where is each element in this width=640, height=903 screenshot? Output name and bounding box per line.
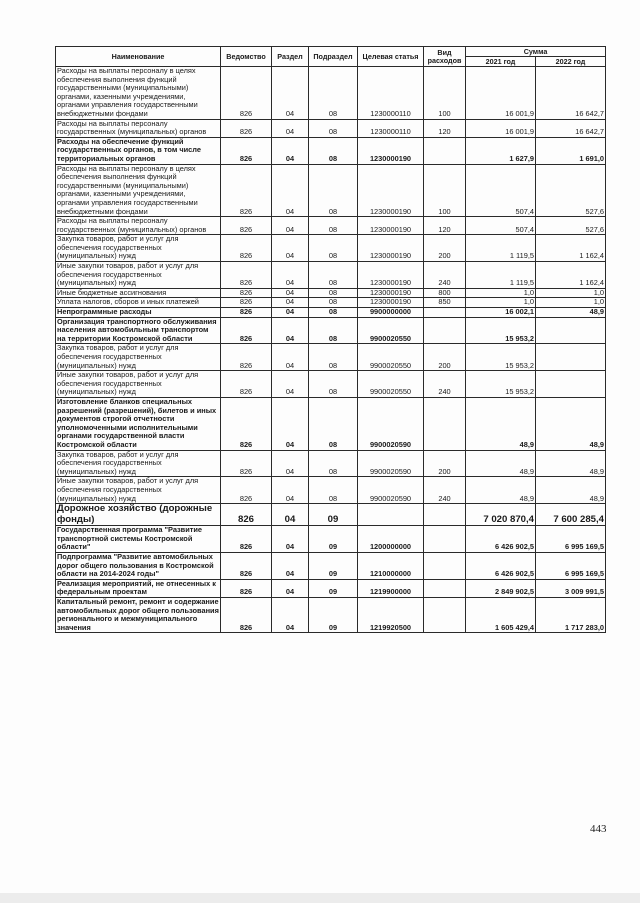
cell-subsection: 08 <box>309 317 358 344</box>
cell-name: Расходы на выплаты персоналу в целях обеспечения выполнения функций государственными (муниципальными) органами, казенными учреждениями, органами управления государственными внебюджетными фондами <box>56 164 221 217</box>
cell-subsection: 09 <box>309 504 358 526</box>
table-row <box>56 397 606 450</box>
cell-exp-type: 120 <box>424 217 466 235</box>
cell-dept: 826 <box>221 579 272 597</box>
cell-exp-type <box>424 553 466 580</box>
cell-2021: 1 605 429,4 <box>466 598 536 633</box>
cell-2021: 48,9 <box>466 450 536 477</box>
cell-2022: 1 717 283,0 <box>536 598 606 633</box>
cell-2021: 507,4 <box>466 217 536 235</box>
table-row <box>56 235 606 262</box>
cell-2022: 1 162,4 <box>536 235 606 262</box>
cell-dept: 826 <box>221 553 272 580</box>
cell-dept: 826 <box>221 371 272 398</box>
header-year-2021: 2021 год <box>466 57 536 67</box>
cell-2021: 2 849 902,5 <box>466 579 536 597</box>
cell-subsection: 08 <box>309 235 358 262</box>
cell-name: Дорожное хозяйство (дорожные фонды) <box>56 504 221 526</box>
table-row <box>56 450 606 477</box>
cell-exp-type: 100 <box>424 164 466 217</box>
cell-subsection: 08 <box>309 262 358 289</box>
cell-2021: 16 001,9 <box>466 119 536 137</box>
cell-section: 04 <box>272 119 309 137</box>
table-row <box>56 579 606 597</box>
cell-exp-type: 200 <box>424 344 466 371</box>
cell-target: 1230000190 <box>358 217 424 235</box>
cell-2021: 7 020 870,4 <box>466 504 536 526</box>
table-row <box>56 119 606 137</box>
cell-dept: 826 <box>221 217 272 235</box>
cell-target: 9900020550 <box>358 371 424 398</box>
header-name: Наименование <box>56 47 221 67</box>
cell-target: 9900020590 <box>358 397 424 450</box>
cell-2022: 7 600 285,4 <box>536 504 606 526</box>
cell-name: Капитальный ремонт, ремонт и содержание автомобильных дорог общего пользования регионального и межмуниципального значения <box>57 597 219 632</box>
header-sum: Сумма <box>466 47 606 57</box>
cell-section: 04 <box>272 397 309 450</box>
table-row <box>56 262 606 289</box>
cell-name: Расходы на выплаты персоналу государственных (муниципальных) органов <box>56 119 221 137</box>
cell-2022: 1 162,4 <box>536 262 606 289</box>
table-row <box>56 526 606 553</box>
cell-target: 1230000190 <box>358 262 424 289</box>
cell-dept: 826 <box>221 119 272 137</box>
table-row <box>56 217 606 235</box>
cell-2021: 1,0 <box>466 298 536 308</box>
table-row <box>56 298 606 308</box>
cell-section: 04 <box>272 164 309 217</box>
cell-name: Расходы на выплаты персоналу государственных (муниципальных) органов <box>56 217 221 235</box>
cell-target: 1230000190 <box>358 235 424 262</box>
cell-section: 04 <box>272 298 309 308</box>
cell-dept: 826 <box>221 504 272 526</box>
cell-subsection: 08 <box>309 67 358 120</box>
table-row <box>56 504 606 526</box>
cell-section: 04 <box>272 308 309 318</box>
cell-target: 1210000000 <box>358 553 424 580</box>
cell-name: Закупка товаров, работ и услуг для обеспечения государственных (муниципальных) нужд <box>56 235 221 262</box>
cell-2022: 6 995 169,5 <box>536 553 606 580</box>
cell-target: 9900020590 <box>358 450 424 477</box>
budget-sheet <box>55 46 606 633</box>
cell-subsection: 08 <box>309 477 358 504</box>
cell-target: 1230000110 <box>358 67 424 120</box>
cell-target: 9900020550 <box>358 344 424 371</box>
cell-subsection: 08 <box>309 164 358 217</box>
cell-section: 04 <box>272 450 309 477</box>
cell-name: Уплата налогов, сборов и иных платежей <box>56 298 221 308</box>
cell-exp-type <box>424 317 466 344</box>
cell-2021: 6 426 902,5 <box>466 526 536 553</box>
cell-2022: 48,9 <box>536 397 606 450</box>
cell-section: 04 <box>272 288 309 298</box>
cell-exp-type: 240 <box>424 371 466 398</box>
cell-section: 04 <box>272 137 309 164</box>
cell-2022: 527,6 <box>536 164 606 217</box>
cell-2021: 16 001,9 <box>466 67 536 120</box>
cell-section: 04 <box>272 371 309 398</box>
cell-subsection: 09 <box>309 598 358 633</box>
cell-2022: 1,0 <box>536 288 606 298</box>
cell-dept: 826 <box>221 235 272 262</box>
cell-name: Непрограммные расходы <box>56 308 221 318</box>
cell-name: Изготовление бланков специальных разрешений (разрешений), билетов и иных документов строгой отчетности уполномоченными исполнительными органами государственной власти Костромской области <box>56 397 221 450</box>
cell-subsection: 08 <box>309 119 358 137</box>
cell-2021: 15 953,2 <box>466 317 536 344</box>
cell-section: 04 <box>272 67 309 120</box>
cell-subsection: 08 <box>309 308 358 318</box>
cell-exp-type <box>424 137 466 164</box>
cell-subsection: 09 <box>309 553 358 580</box>
cell-exp-type: 800 <box>424 288 466 298</box>
table-row <box>56 371 606 398</box>
cell-name: Организация транспортного обслуживания населения автомобильным транспортом на территории Костромской области <box>56 317 221 344</box>
cell-dept: 826 <box>221 450 272 477</box>
table-row <box>56 344 606 371</box>
cell-dept: 826 <box>221 317 272 344</box>
cell-2022: 16 642,7 <box>536 119 606 137</box>
cell-2021: 15 953,2 <box>466 344 536 371</box>
cell-exp-type: 240 <box>424 477 466 504</box>
cell-name: Иные закупки товаров, работ и услуг для обеспечения государственных (муниципальных) нужд <box>56 477 221 504</box>
table-body <box>56 67 606 633</box>
cell-subsection: 09 <box>309 579 358 597</box>
table-row <box>56 598 606 633</box>
table-row <box>56 477 606 504</box>
cell-2021: 1 119,5 <box>466 235 536 262</box>
table-row <box>56 288 606 298</box>
cell-section: 04 <box>272 344 309 371</box>
cell-name: Иные закупки товаров, работ и услуг для обеспечения государственных (муниципальных) нужд <box>56 371 221 398</box>
table-row <box>56 67 606 120</box>
table-row <box>56 553 606 580</box>
header-dept: Ведомство <box>221 47 272 67</box>
cell-dept: 826 <box>221 137 272 164</box>
cell-subsection: 08 <box>309 217 358 235</box>
cell-section: 04 <box>272 317 309 344</box>
cell-target: 1230000190 <box>358 288 424 298</box>
cell-name: Закупка товаров, работ и услуг для обеспечения государственных (муниципальных) нужд <box>56 450 221 477</box>
cell-2021: 1,0 <box>466 288 536 298</box>
budget-table <box>55 46 606 633</box>
cell-2021: 16 002,1 <box>466 308 536 318</box>
cell-name: Государственная программа "Развитие транспортной системы Костромской области" <box>56 526 221 553</box>
cell-subsection: 08 <box>309 298 358 308</box>
cell-2022: 16 642,7 <box>536 67 606 120</box>
cell-subsection: 08 <box>309 344 358 371</box>
cell-dept: 826 <box>221 308 272 318</box>
cell-target: 1219900000 <box>358 579 424 597</box>
cell-2021: 1 119,5 <box>466 262 536 289</box>
cell-2021: 6 426 902,5 <box>466 553 536 580</box>
cell-2022: 48,9 <box>536 450 606 477</box>
cell-2021: 507,4 <box>466 164 536 217</box>
cell-target: 1200000000 <box>358 526 424 553</box>
cell-dept: 826 <box>221 67 272 120</box>
cell-2021: 48,9 <box>466 397 536 450</box>
cell-section: 04 <box>272 553 309 580</box>
cell-dept: 826 <box>221 288 272 298</box>
cell-exp-type <box>424 504 466 526</box>
cell-2022 <box>536 344 606 371</box>
cell-exp-type: 120 <box>424 119 466 137</box>
cell-target: 1219920500 <box>358 598 424 633</box>
cell-dept: 826 <box>221 397 272 450</box>
cell-2022 <box>536 371 606 398</box>
cell-exp-type: 240 <box>424 262 466 289</box>
cell-section: 04 <box>272 526 309 553</box>
cell-dept: 826 <box>221 598 272 633</box>
page-number: 443 <box>590 823 607 835</box>
cell-dept: 826 <box>221 298 272 308</box>
cell-exp-type <box>424 308 466 318</box>
header-target: Целевая статья <box>358 47 424 67</box>
cell-section: 04 <box>272 579 309 597</box>
cell-2022: 48,9 <box>536 477 606 504</box>
cell-2021: 48,9 <box>466 477 536 504</box>
cell-target <box>358 504 424 526</box>
cell-target: 1230000190 <box>358 164 424 217</box>
cell-2022 <box>536 317 606 344</box>
table-row <box>56 137 606 164</box>
cell-dept: 826 <box>221 164 272 217</box>
cell-section: 04 <box>272 262 309 289</box>
header-year-2022: 2022 год <box>536 57 606 67</box>
cell-target: 9900000000 <box>358 308 424 318</box>
cell-target: 1230000190 <box>358 137 424 164</box>
cell-2022: 6 995 169,5 <box>536 526 606 553</box>
cell-exp-type: 850 <box>424 298 466 308</box>
cell-dept: 826 <box>221 262 272 289</box>
cell-exp-type <box>424 579 466 597</box>
header-subsection: Подраздел <box>309 47 358 67</box>
cell-subsection: 08 <box>309 450 358 477</box>
table-row <box>56 308 606 318</box>
cell-target: 1230000110 <box>358 119 424 137</box>
cell-exp-type <box>424 397 466 450</box>
cell-name: Иные закупки товаров, работ и услуг для обеспечения государственных (муниципальных) нужд <box>56 262 221 289</box>
cell-subsection: 09 <box>309 526 358 553</box>
cell-2022: 1 691,0 <box>536 137 606 164</box>
header-section: Раздел <box>272 47 309 67</box>
cell-subsection: 08 <box>309 397 358 450</box>
cell-name: Подпрограмма "Развитие автомобильных дорог общего пользования в Костромской области на 2014-2024 годы" <box>56 553 221 580</box>
cell-target: 9900020590 <box>358 477 424 504</box>
cell-2021: 15 953,2 <box>466 371 536 398</box>
cell-2021: 1 627,9 <box>466 137 536 164</box>
cell-target: 1230000190 <box>358 298 424 308</box>
cell-name: Закупка товаров, работ и услуг для обеспечения государственных (муниципальных) нужд <box>56 344 221 371</box>
cell-2022: 1,0 <box>536 298 606 308</box>
table-row <box>56 317 606 344</box>
cell-section: 04 <box>272 598 309 633</box>
cell-exp-type <box>424 598 466 633</box>
cell-exp-type <box>424 526 466 553</box>
cell-subsection: 08 <box>309 288 358 298</box>
header-exp-type: Вид расходов <box>424 47 466 67</box>
cell-name: Расходы на обеспечение функций государственных органов, в том числе территориальных органов <box>56 137 221 164</box>
table-row <box>56 164 606 217</box>
cell-name: Реализация мероприятий, не отнесенных к федеральным проектам <box>56 579 221 597</box>
cell-subsection: 08 <box>309 371 358 398</box>
cell-dept: 826 <box>221 344 272 371</box>
cell-name: Иные бюджетные ассигнования <box>56 288 221 298</box>
cell-section: 04 <box>272 217 309 235</box>
cell-name: Расходы на выплаты персоналу в целях обеспечения выполнения функций государственными (муниципальными) органами, казенными учреждениями, органами управления государственными внебюджетными фондами <box>56 67 221 120</box>
cell-section: 04 <box>272 504 309 526</box>
cell-2022: 48,9 <box>536 308 606 318</box>
cell-exp-type: 100 <box>424 67 466 120</box>
cell-subsection: 08 <box>309 137 358 164</box>
cell-2022: 527,6 <box>536 217 606 235</box>
scan-bottom-edge <box>0 893 640 903</box>
cell-dept: 826 <box>221 477 272 504</box>
cell-target: 9900020550 <box>358 317 424 344</box>
cell-section: 04 <box>272 235 309 262</box>
cell-dept: 826 <box>221 526 272 553</box>
cell-exp-type: 200 <box>424 235 466 262</box>
cell-section: 04 <box>272 477 309 504</box>
cell-exp-type: 200 <box>424 450 466 477</box>
cell-2022: 3 009 991,5 <box>536 579 606 597</box>
